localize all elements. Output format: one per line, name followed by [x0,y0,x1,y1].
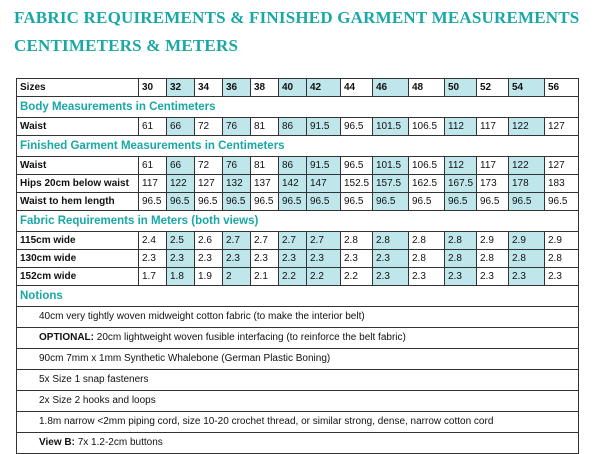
table-cell: 147 [307,175,341,193]
table-cell: 96.5 [195,193,223,211]
table-cell: 66 [167,157,195,175]
notion-text: 1.8m narrow <2mm piping cord, size 10-20 crochet thread, or similar strong, dense, narrow cotton cord [17,412,579,433]
section-heading-body [17,97,579,118]
table-cell: 96.5 [509,193,545,211]
table-cell: 96.5 [223,193,251,211]
table-cell: 61 [139,118,167,136]
table-cell: 157.5 [373,175,409,193]
title-line-1: FABRIC REQUIREMENTS & FINISHED GARMENT MEASUREMENTS [14,8,580,27]
table-cell: 81 [251,118,279,136]
table-cell: 2.9 [509,232,545,250]
table-cell: 2.3 [223,250,251,268]
table-cell: 2.5 [167,232,195,250]
table-cell: 91.5 [307,157,341,175]
table-cell: 117 [477,118,509,136]
table-cell: 106.5 [409,157,445,175]
table-row [17,268,579,286]
table-cell: 2.7 [223,232,251,250]
table-cell: 2.8 [409,232,445,250]
notion-row [17,412,579,433]
row-label: Hips 20cm below waist [17,175,139,193]
table-cell: 117 [139,175,167,193]
notion-row [17,391,579,412]
table-cell: 132 [223,175,251,193]
row-label: 130cm wide [17,250,139,268]
table-cell: 127 [195,175,223,193]
table-cell: 2.3 [409,268,445,286]
table-cell: 2.3 [545,268,579,286]
notion-row [17,433,579,454]
table-cell: 117 [477,157,509,175]
table-cell: 76 [223,118,251,136]
table-cell: 2.3 [139,250,167,268]
row-label: 115cm wide [17,232,139,250]
table-cell: 2.3 [195,250,223,268]
section-heading-text: Fabric Requirements in Meters (both views) [17,211,579,232]
table-cell: 2.3 [477,268,509,286]
table-cell: 142 [279,175,307,193]
notion-row [17,349,579,370]
table-cell: 2.3 [251,250,279,268]
table-cell: 91.5 [307,118,341,136]
table-row [17,193,579,211]
size-header-40: 40 [279,79,307,97]
table-cell: 127 [545,157,579,175]
table-cell: 1.7 [139,268,167,286]
table-cell: 101.5 [373,157,409,175]
table-row [17,157,579,175]
notion-row [17,370,579,391]
section-heading-text: Notions [17,286,579,307]
row-label: Waist to hem length [17,193,139,211]
table-cell: 96.5 [279,193,307,211]
table-cell: 96.5 [373,193,409,211]
table-cell: 112 [445,157,477,175]
notion-text: 5x Size 1 snap fasteners [17,370,579,391]
section-heading-fabric [17,211,579,232]
table-cell: 72 [195,157,223,175]
title-line-2: CENTIMETERS & METERS [14,36,239,55]
table-cell: 86 [279,118,307,136]
table-cell: 2 [223,268,251,286]
table-cell: 2.8 [477,250,509,268]
table-cell: 2.8 [373,232,409,250]
section-heading-notions [17,286,579,307]
table-cell: 2.3 [509,268,545,286]
table-cell: 178 [509,175,545,193]
notion-bold: View B: [39,437,75,448]
table-cell: 2.8 [341,232,373,250]
table-cell: 162.5 [409,175,445,193]
row-label: 152cm wide [17,268,139,286]
table-cell: 2.3 [307,250,341,268]
table-cell: 122 [167,175,195,193]
notion-text: 40cm very tightly woven midweight cotton fabric (to make the interior belt) [17,307,579,328]
table-row [17,118,579,136]
table-cell: 96.5 [341,157,373,175]
size-header-42: 42 [307,79,341,97]
table-cell: 2.9 [545,232,579,250]
size-header-30: 30 [139,79,167,97]
size-header-56: 56 [545,79,579,97]
table-cell: 2.3 [373,268,409,286]
table-cell: 86 [279,157,307,175]
row-label: Waist [17,157,139,175]
table-cell: 2.3 [373,250,409,268]
table-cell: 2.3 [279,250,307,268]
table-cell: 2.6 [195,232,223,250]
table-cell: 167.5 [445,175,477,193]
table-cell: 96.5 [307,193,341,211]
section-heading-finished [17,136,579,157]
size-header-44: 44 [341,79,373,97]
table-cell: 2.3 [445,268,477,286]
section-heading-text: Body Measurements in Centimeters [17,97,579,118]
size-header-46: 46 [373,79,409,97]
table-cell: 173 [477,175,509,193]
notion-text: 2x Size 2 hooks and loops [17,391,579,412]
size-header-34: 34 [195,79,223,97]
notion-text: OPTIONAL: 20cm lightweight woven fusible interfacing (to reinforce the belt fabric) [17,328,579,349]
table-row [17,232,579,250]
table-cell: 81 [251,157,279,175]
table-cell: 76 [223,157,251,175]
table-cell: 2.8 [509,250,545,268]
table-cell: 66 [167,118,195,136]
table-cell: 2.7 [251,232,279,250]
sizes-header-row [17,79,579,97]
table-body [17,79,579,454]
table-cell: 2.9 [477,232,509,250]
size-header-54: 54 [509,79,545,97]
size-header-32: 32 [167,79,195,97]
table-cell: 2.1 [251,268,279,286]
table-cell: 183 [545,175,579,193]
table-cell: 96.5 [545,193,579,211]
table-cell: 96.5 [167,193,195,211]
table-cell: 96.5 [409,193,445,211]
table-cell: 2.8 [445,232,477,250]
table-cell: 2.2 [307,268,341,286]
table-cell: 96.5 [341,193,373,211]
table-cell: 2.2 [279,268,307,286]
table-cell: 96.5 [477,193,509,211]
notion-text: 90cm 7mm x 1mm Synthetic Whalebone (German Plastic Boning) [17,349,579,370]
notion-text: View B: 7x 1.2-2cm buttons [17,433,579,454]
table-cell: 1.8 [167,268,195,286]
table-cell: 127 [545,118,579,136]
table-row [17,175,579,193]
table-cell: 2.3 [167,250,195,268]
table-cell: 96.5 [251,193,279,211]
table-cell: 2.8 [545,250,579,268]
table-cell: 112 [445,118,477,136]
size-header-38: 38 [251,79,279,97]
table-cell: 2.8 [409,250,445,268]
requirements-table [16,78,579,454]
table-cell: 122 [509,118,545,136]
table-cell: 2.7 [307,232,341,250]
size-header-36: 36 [223,79,251,97]
section-heading-text: Finished Garment Measurements in Centimeters [17,136,579,157]
table-cell: 61 [139,157,167,175]
table-cell: 152.5 [341,175,373,193]
table-cell: 96.5 [139,193,167,211]
table-cell: 137 [251,175,279,193]
table-cell: 2.8 [445,250,477,268]
row-label: Waist [17,118,139,136]
table-cell: 106.5 [409,118,445,136]
table-cell: 72 [195,118,223,136]
size-header-52: 52 [477,79,509,97]
table-cell: 122 [509,157,545,175]
notion-row [17,307,579,328]
table-cell: 2.7 [279,232,307,250]
table-cell: 2.3 [341,250,373,268]
table-row [17,250,579,268]
notion-bold: OPTIONAL: [39,332,94,343]
size-header-50: 50 [445,79,477,97]
table-cell: 101.5 [373,118,409,136]
table-cell: 1.9 [195,268,223,286]
sizes-label: Sizes [17,79,139,97]
notion-row [17,328,579,349]
table-cell: 96.5 [445,193,477,211]
table-cell: 2.4 [139,232,167,250]
size-header-48: 48 [409,79,445,97]
table-cell: 2.2 [341,268,373,286]
table-cell: 96.5 [341,118,373,136]
